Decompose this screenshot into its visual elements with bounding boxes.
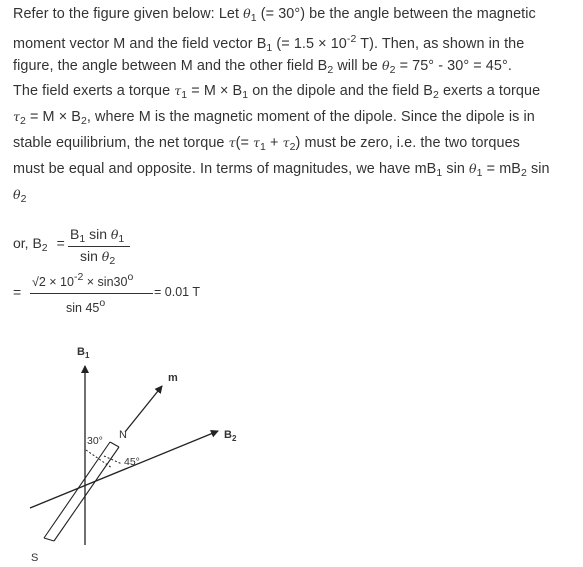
tau-symbol: τ (174, 83, 182, 99)
text: (= (235, 134, 254, 151)
text: stable equilibrium, the net torque (13, 134, 229, 151)
subscript: 1 (260, 140, 266, 153)
text: must be equal and opposite. In terms of magnitudes, we have mB (13, 160, 437, 177)
north-pole-label: N (119, 429, 127, 441)
subscript: 1 (118, 233, 125, 245)
tau-symbol: τ (253, 134, 261, 150)
south-pole-label: S (31, 552, 39, 564)
b2-label: $B_2$ (224, 429, 237, 443)
subscript: 2 (80, 115, 87, 128)
dashed-ref-line-1 (86, 450, 112, 468)
text: √2 × 10 (32, 275, 74, 289)
text: figure, the angle between M and the other field B (13, 57, 328, 74)
subscript: 1 (242, 89, 249, 102)
text: × sin30 (83, 275, 128, 289)
text: exerts a torque (438, 83, 541, 100)
text: moment vector M and the field vector B (13, 35, 267, 52)
text: = mB (482, 160, 521, 177)
angle-30-label: 30° (87, 435, 103, 447)
text: ) must be zero, i.e. the two torques (295, 134, 520, 151)
equals-sign: = (13, 284, 22, 300)
b1-label: $B_1$ (77, 346, 90, 360)
text: = M × B (187, 83, 243, 100)
text: = M × B (25, 109, 81, 126)
text: , where M is the magnetic moment of the dipole. Since the dipole is in (86, 109, 535, 126)
dashed-ref-line-2 (104, 456, 122, 464)
subscript: 1 (79, 233, 86, 245)
tau-symbol: τ (282, 134, 290, 150)
text: = 75° - 30° = 45°. (395, 57, 512, 74)
subscript: 2 (327, 63, 334, 76)
tau-symbol: τ (13, 109, 20, 125)
subscript: 1 (266, 41, 273, 54)
degree-mark: o (99, 297, 106, 309)
subscript: 2 (289, 140, 296, 153)
text: sin 45 (66, 301, 100, 315)
text: (= 30°) be the angle between the magnetic (256, 6, 536, 22)
theta-symbol: θ (381, 57, 390, 73)
theta-symbol: θ (101, 249, 110, 264)
subscript: 2 (41, 242, 48, 254)
superscript: -2 (73, 271, 84, 283)
m-label: m (168, 372, 178, 384)
theta-symbol: θ (110, 227, 119, 242)
theta-symbol: θ (469, 160, 477, 176)
theta-symbol: θ (243, 6, 251, 21)
subscript: 1 (250, 12, 257, 24)
subscript: 1 (181, 89, 188, 102)
text: will be (333, 57, 382, 74)
subscript: 2 (20, 115, 26, 128)
angle-45-label: 45° (124, 456, 140, 468)
text: sin (85, 226, 111, 242)
text: sin (442, 160, 470, 177)
subscript: 1 (436, 166, 443, 179)
theta-symbol: θ (13, 186, 21, 202)
text: on the dipole and the field B (248, 83, 433, 100)
subscript: 2 (109, 255, 116, 267)
text: sin (526, 160, 550, 177)
subscript: 2 (432, 89, 439, 102)
subscript: 2 (389, 63, 396, 76)
subscript: 1 (476, 166, 483, 179)
equals-sign: = (56, 235, 65, 251)
text: B (70, 226, 80, 242)
text: sin (80, 248, 102, 264)
bar-magnet (44, 442, 119, 541)
b2-field-line (30, 431, 218, 508)
text: or, B (13, 235, 42, 251)
text: The field exerts a torque (13, 83, 175, 100)
text: (= 1.5 × 10 (272, 35, 347, 52)
tau-symbol: τ (228, 134, 236, 150)
text: T). Then, as shown in the (356, 35, 525, 52)
text: = 0.01 T (154, 285, 200, 299)
superscript: -2 (346, 32, 357, 45)
text: + (265, 134, 283, 151)
subscript: 2 (520, 166, 527, 179)
degree-mark: o (127, 271, 134, 283)
text: Refer to the figure given below: Let (13, 6, 244, 22)
moment-arrow (125, 386, 162, 432)
subscript: 2 (20, 192, 27, 205)
